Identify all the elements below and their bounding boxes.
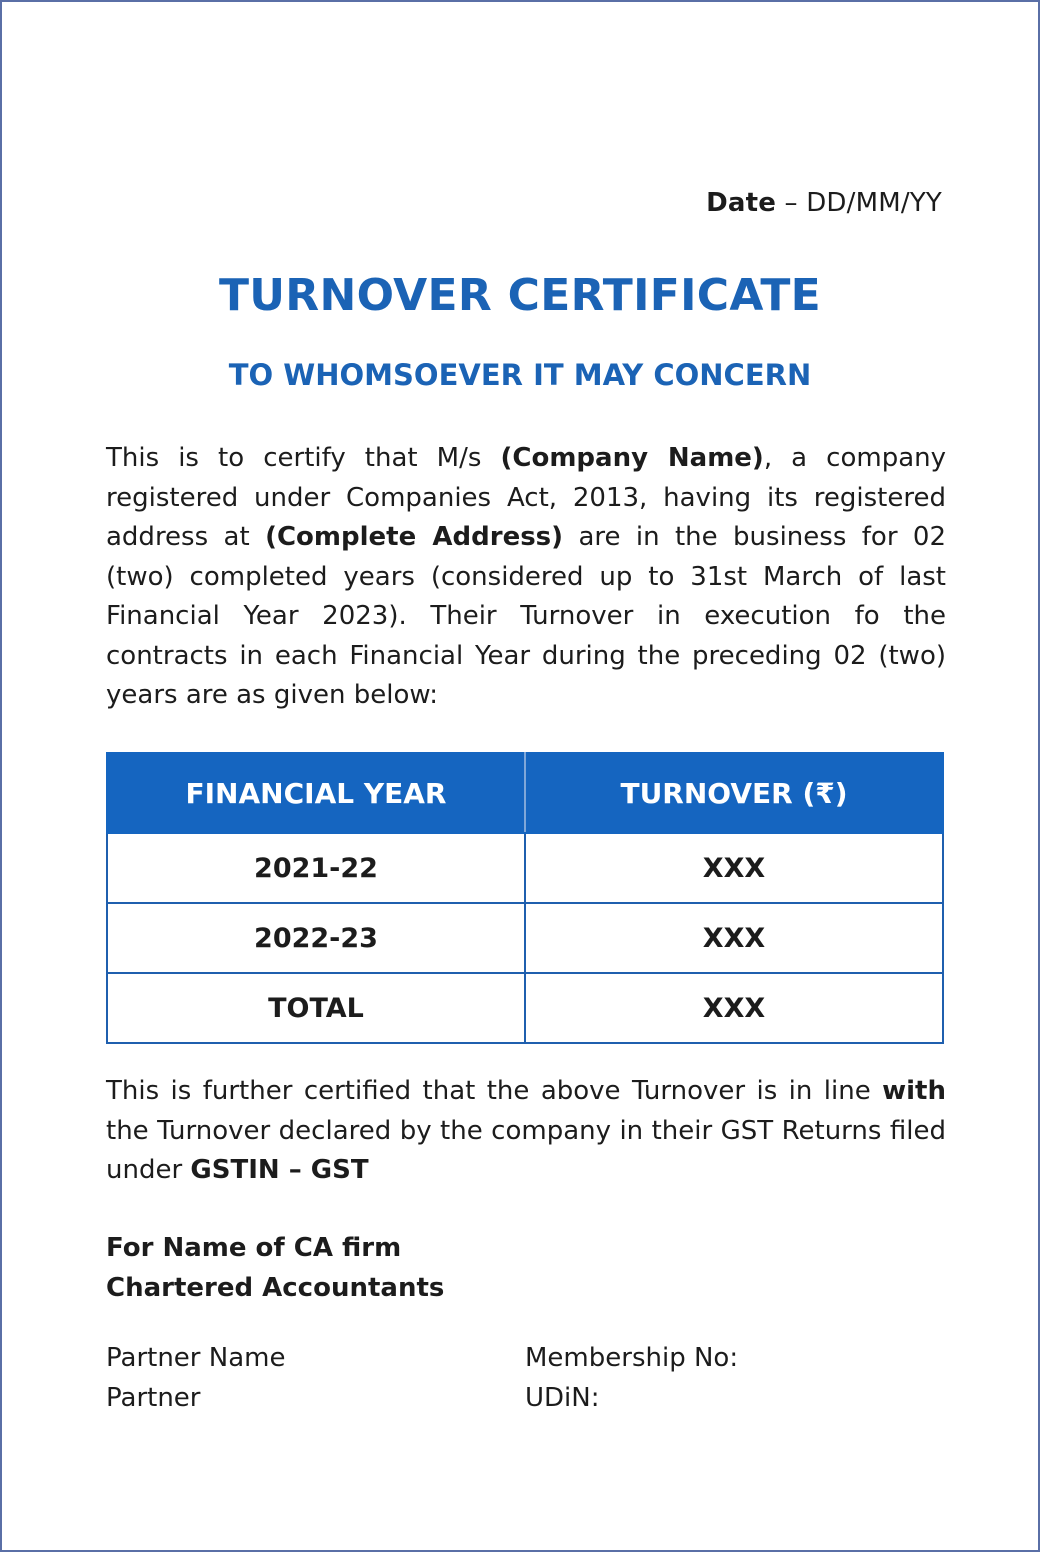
address-placeholder: (Complete Address) [265, 522, 564, 552]
para1-text-3: are in the business for 02 (two) completed years (considered up to 31st March of last Financial Year 2023). Their Turnover in execution fo the contracts in each Financial Year during the preceding 02 (two) years are as given below: [106, 522, 946, 710]
membership-number-label: Membership No: [525, 1343, 739, 1373]
cell-turnover: XXX [525, 903, 943, 973]
further-certification-paragraph [106, 1072, 946, 1191]
gstin-placeholder: GSTIN – GST [190, 1155, 369, 1185]
para2-with: with [882, 1076, 946, 1106]
date-value: DD/MM/YY [806, 188, 942, 218]
cell-year: 2021-22 [107, 833, 525, 903]
para2-text-2: the Turnover declared by the company in their GST Returns filed under [106, 1115, 946, 1185]
cell-turnover: XXX [525, 833, 943, 903]
company-name-placeholder: (Company Name) [500, 443, 764, 473]
turnover-table [106, 752, 944, 1044]
partner-block [106, 1338, 285, 1418]
date-separator: – [776, 188, 807, 218]
para1-text-1: This is to certify that M/s [106, 443, 501, 473]
header-financial-year: FINANCIAL YEAR [107, 753, 525, 833]
cell-total-value: XXX [525, 973, 943, 1043]
firm-signature-block [106, 1228, 444, 1308]
table-row [107, 833, 943, 903]
certificate-title: TURNOVER CERTIFICATE [218, 270, 822, 321]
para1-text-2: , a company registered under Companies Act, 2013, having its registered address at [106, 443, 946, 552]
table-row [107, 903, 943, 973]
firm-name-line: For Name of CA firm [106, 1233, 402, 1263]
udin-label: UDiN: [525, 1383, 600, 1413]
table-row-total [107, 973, 943, 1043]
para2-text-1: This is further certified that the above Turnover is in line [106, 1076, 883, 1106]
partner-name: Partner Name [106, 1343, 286, 1373]
certification-paragraph [106, 439, 946, 716]
certificate-subtitle: TO WHOMSOEVER IT MAY CONCERN [228, 358, 812, 392]
cell-total-label: TOTAL [107, 973, 525, 1043]
membership-block [525, 1338, 738, 1418]
header-turnover: TURNOVER (₹) [525, 753, 943, 833]
date-label: Date [706, 188, 777, 218]
partner-role: Partner [106, 1383, 201, 1413]
cell-year: 2022-23 [107, 903, 525, 973]
date-line [706, 188, 942, 218]
table-header-row [107, 753, 943, 833]
firm-designation-line: Chartered Accountants [106, 1273, 445, 1303]
